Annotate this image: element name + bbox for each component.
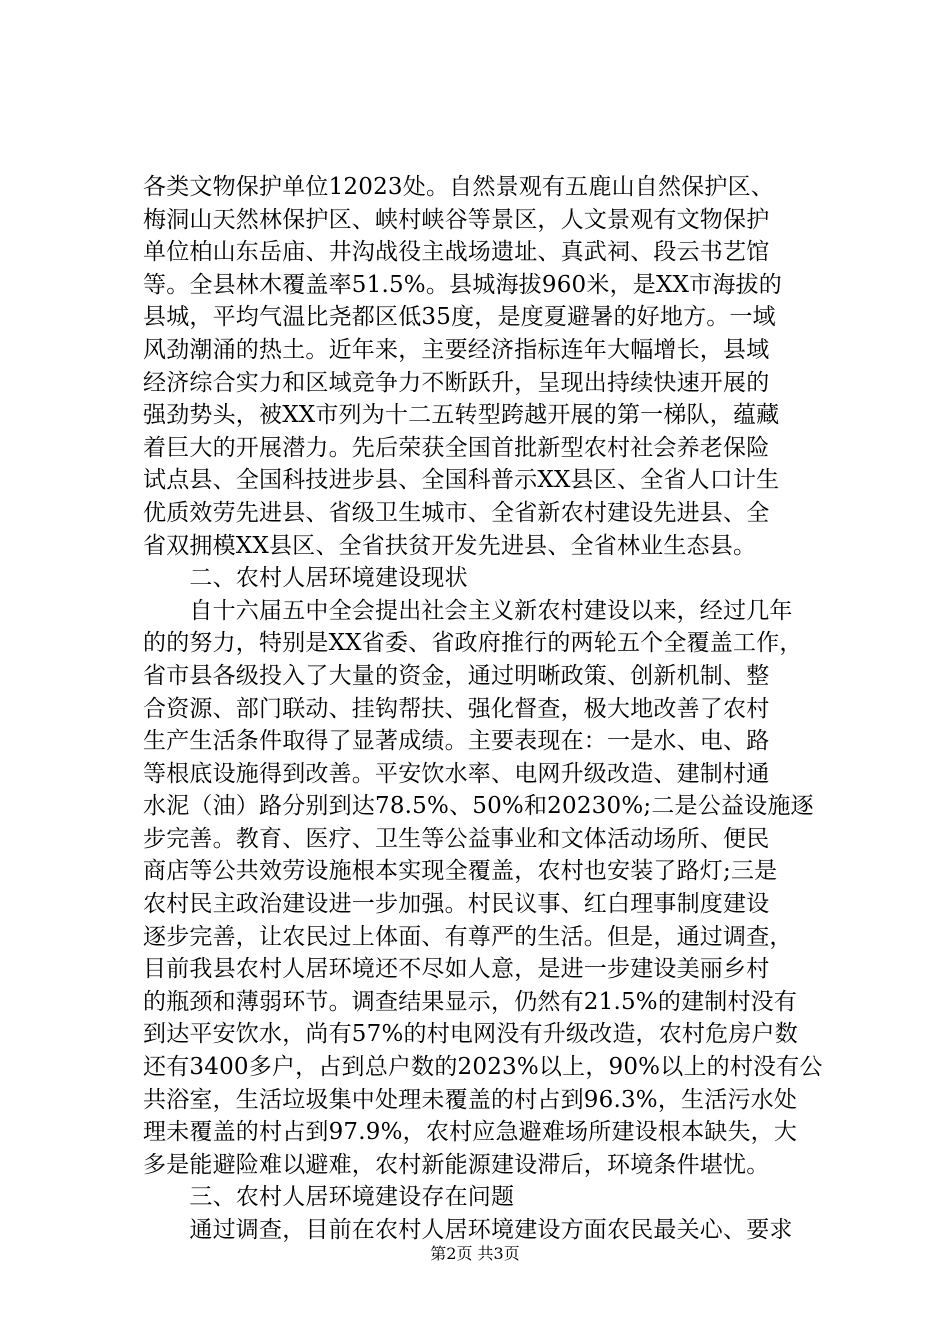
text-line: 通过调查，目前在农村人居环境建设方面农民最关心、要求	[143, 1217, 793, 1243]
text-line: 共浴室，生活垃圾集中处理未覆盖的村占到96.3%，生活污水处	[143, 1086, 798, 1113]
text-line: 合资源、部门联动、挂钩帮扶、强化督查，极大地改善了农村	[143, 695, 770, 722]
text-line: 强劲势头，被XX市列为十二五转型跨越开展的第一梯队，蕴藏	[143, 402, 780, 429]
text-line: 生产生活条件取得了显著成绩。主要表现在：一是水、电、路	[143, 728, 770, 755]
text-line: 商店等公共效劳设施根本实现全覆盖，农村也安装了路灯;三是	[143, 858, 778, 885]
text-line: 到达平安饮水，尚有57%的村电网没有升级改造，农村危房户数	[143, 1021, 798, 1048]
text-line: 还有3400多户，占到总户数的2023%以上，90%以上的村没有公	[143, 1054, 823, 1081]
text-line: 逐步完善，让农民过上体面、有尊严的生活。但是，通过调查，	[143, 923, 793, 950]
text-line: 优质效劳先进县、省级卫生城市、全省新农村建设先进县、全	[143, 499, 770, 526]
text-line: 自十六届五中全会提出社会主义新农村建设以来，经过几年	[143, 597, 793, 624]
text-line: 二、农村人居环境建设现状	[143, 565, 468, 592]
text-line: 各类文物保护单位12023处。自然景观有五鹿山自然保护区、	[143, 174, 774, 200]
text-line: 等。全县林木覆盖率51.5%。县城海拔960米，是XX市海拔的	[143, 271, 782, 298]
text-line: 步完善。教育、医疗、卫生等公益事业和文体活动场所、便民	[143, 825, 770, 852]
text-line: 梅洞山天然林保护区、峡村峡谷等景区，人文景观有文物保护	[143, 206, 770, 233]
text-line: 省双拥模XX县区、全省扶贫开发先进县、全省林业生态县。	[143, 532, 757, 559]
text-line: 县城，平均气温比尧都区低35度，是度夏避暑的好地方。一域	[143, 304, 776, 331]
page-footer: 第2页 共3页	[430, 1244, 520, 1263]
text-line: 经济综合实力和区域竞争力不断跃升，呈现出持续快速开展的	[143, 369, 770, 396]
text-line: 着巨大的开展潜力。先后荣获全国首批新型农村社会养老保险	[143, 434, 770, 461]
text-line: 风劲潮涌的热土。近年来，主要经济指标连年大幅增长，县域	[143, 336, 770, 363]
text-line: 水泥（油）路分别到达78.5%、50%和20230%;二是公益设施逐	[143, 793, 814, 820]
text-line: 省市县各级投入了大量的资金，通过明晰政策、创新机制、整	[143, 662, 770, 689]
text-line: 试点县、全国科技进步县、全国科普示XX县区、全省人口计生	[143, 467, 780, 494]
text-line: 理未覆盖的村占到97.9%，农村应急避难场所建设根本缺失，大	[143, 1119, 798, 1146]
text-line: 三、农村人居环境建设存在问题	[143, 1184, 515, 1211]
text-line: 农村民主政治建设进一步加强。村民议事、红白理事制度建设	[143, 891, 770, 918]
text-line: 多是能避险难以避难，农村新能源建设滞后，环境条件堪忧。	[143, 1151, 770, 1178]
document-body	[143, 171, 823, 1247]
text-line: 的的努力，特别是XX省委、省政府推行的两轮五个全覆盖工作，	[143, 630, 803, 657]
text-line: 的瓶颈和薄弱环节。调查结果显示，仍然有21.5%的建制村没有	[143, 988, 798, 1015]
text-line: 目前我县农村人居环境还不尽如人意，是进一步建设美丽乡村	[143, 956, 770, 983]
text-line: 等根底设施得到改善。平安饮水率、电网升级改造、建制村通	[143, 760, 770, 787]
text-line: 单位柏山东岳庙、井沟战役主战场遗址、真武祠、段云书艺馆	[143, 239, 770, 266]
